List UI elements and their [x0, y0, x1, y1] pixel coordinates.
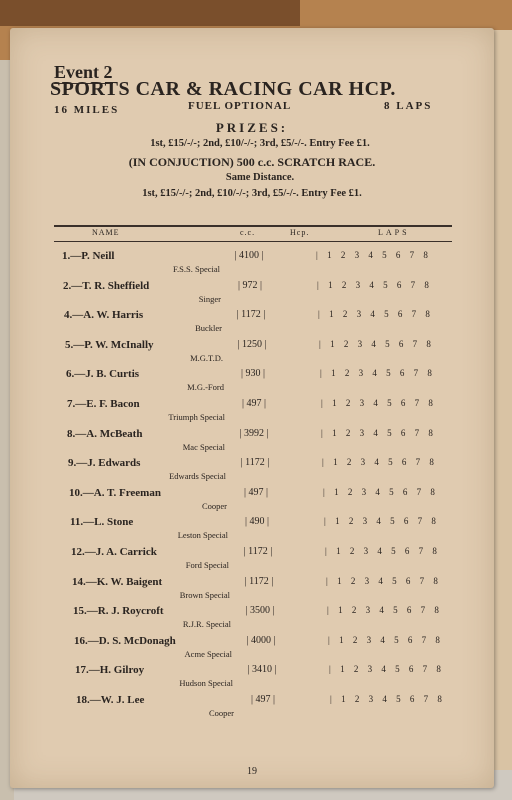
- lap-numbers: | 1 2 3 4 5 6 7 8: [329, 664, 441, 674]
- car-name: R.J.R. Special: [182, 619, 231, 630]
- car-name: Brown Special: [179, 589, 230, 600]
- lap-numbers: | 1 2 3 4 5 6 7 8: [325, 546, 437, 556]
- car-name: Leston Special: [177, 530, 228, 541]
- car-name: F.S.S. Special: [172, 264, 220, 274]
- driver-name: 9.—J. Edwards: [68, 457, 141, 470]
- driver-name: 2.—T. R. Sheffield: [63, 279, 150, 292]
- lap-numbers: | 1 2 3 4 5 6 7 8: [326, 576, 438, 586]
- prizes-line: 1st, £15/-/-; 2nd, £10/-/-; 3rd, £5/-/-. Entry Fee £1.: [150, 138, 370, 149]
- lap-numbers: | 1 2 3 4 5 6 7 8: [318, 309, 430, 319]
- lap-numbers: | 1 2 3 4 5 6 7 8: [320, 368, 432, 378]
- car-name: Buckler: [195, 323, 222, 334]
- engine-cc: | 3410 |: [237, 664, 287, 675]
- car-name: Triumph Special: [168, 412, 225, 422]
- programme-page: [10, 28, 494, 788]
- driver-name: 12.—J. A. Carrick: [71, 546, 157, 558]
- engine-cc: | 497 |: [231, 487, 281, 498]
- driver-name: 17.—H. Gilroy: [75, 664, 145, 677]
- lap-numbers: | 1 2 3 4 5 6 7 8: [324, 516, 436, 526]
- lap-numbers: | 1 2 3 4 5 6 7 8: [321, 428, 433, 438]
- event-title: Event 2: [54, 62, 113, 82]
- column-cc: c.c.: [240, 228, 256, 237]
- background-shadow: [0, 0, 300, 26]
- race-distance: 16 MILES: [54, 104, 120, 116]
- column-rule: [54, 241, 452, 242]
- prizes-heading: PRIZES:: [215, 120, 289, 135]
- laps-count: 8 LAPS: [384, 100, 433, 112]
- engine-cc: | 497 |: [229, 398, 279, 409]
- driver-name: 11.—L. Stone: [70, 516, 134, 529]
- engine-cc: | 1172 |: [230, 457, 280, 468]
- driver-name: 6.—J. B. Curtis: [66, 368, 140, 381]
- car-name: Cooper: [208, 708, 234, 718]
- engine-cc: | 1172 |: [233, 546, 283, 557]
- engine-cc: | 1172 |: [226, 309, 276, 320]
- lap-numbers: | 1 2 3 4 5 6 7 8: [316, 250, 428, 260]
- driver-name: 16.—D. S. McDonagh: [74, 634, 176, 647]
- lap-numbers: | 1 2 3 4 5 6 7 8: [323, 487, 435, 497]
- lap-numbers: | 1 2 3 4 5 6 7 8: [317, 280, 429, 290]
- header-rule: [54, 225, 452, 227]
- fuel-note: FUEL OPTIONAL: [188, 100, 292, 112]
- driver-name: 8.—A. McBeath: [67, 427, 143, 440]
- driver-name: 5.—P. W. McInally: [65, 338, 154, 351]
- engine-cc: | 4000 |: [236, 635, 286, 646]
- lap-numbers: | 1 2 3 4 5 6 7 8: [321, 398, 433, 408]
- car-name: Mac Special: [182, 441, 225, 452]
- lap-numbers: | 1 2 3 4 5 6 7 8: [322, 457, 434, 467]
- engine-cc: | 930 |: [228, 368, 278, 379]
- driver-name: 10.—A. T. Freeman: [69, 486, 161, 499]
- engine-cc: | 1172 |: [234, 576, 284, 587]
- car-name: Singer: [198, 293, 221, 304]
- lap-numbers: | 1 2 3 4 5 6 7 8: [327, 605, 439, 615]
- race-title: SPORTS CAR & RACING CAR HCP.: [50, 78, 396, 100]
- engine-cc: | 490 |: [232, 516, 282, 527]
- scratch-race-line: (IN CONJUCTION) 500 c.c. SCRATCH RACE.: [128, 155, 376, 169]
- car-name: M.G.T.D.: [190, 352, 223, 363]
- engine-cc: | 3500 |: [235, 605, 285, 616]
- car-name: Acme Special: [184, 648, 232, 659]
- entry-row: [10, 694, 494, 728]
- engine-cc: | 4100 |: [224, 250, 274, 261]
- engine-cc: | 972 |: [225, 280, 275, 291]
- driver-name: 14.—K. W. Baigent: [72, 575, 163, 588]
- lap-numbers: | 1 2 3 4 5 6 7 8: [319, 339, 431, 349]
- lap-numbers: | 1 2 3 4 5 6 7 8: [328, 635, 440, 645]
- lap-numbers: | 1 2 3 4 5 6 7 8: [330, 694, 442, 704]
- car-name: Hudson Special: [179, 678, 233, 689]
- driver-name: 18.—W. J. Lee: [76, 694, 145, 706]
- column-name: NAME: [92, 228, 120, 237]
- column-hcp: Hcp.: [290, 228, 310, 237]
- same-distance-line: Same Distance.: [225, 172, 295, 183]
- driver-name: 15.—R. J. Roycroft: [73, 605, 164, 618]
- engine-cc: | 3992 |: [229, 428, 279, 439]
- driver-name: 7.—E. F. Bacon: [67, 398, 140, 410]
- car-name: Ford Special: [185, 560, 229, 570]
- prizes-line-2: 1st, £15/-/-; 2nd, £10/-/-; 3rd, £5/-/-. Entry Fee £1.: [142, 188, 362, 199]
- driver-name: 1.—P. Neill: [62, 250, 115, 262]
- car-name: M.G.-Ford: [187, 382, 224, 393]
- driver-name: 4.—A. W. Harris: [64, 309, 144, 322]
- car-name: Edwards Special: [169, 471, 226, 482]
- page-number: 19: [247, 766, 257, 777]
- column-laps: LAPS: [378, 228, 410, 237]
- engine-cc: | 1250 |: [227, 339, 277, 350]
- car-name: Cooper: [201, 500, 227, 511]
- engine-cc: | 497 |: [238, 694, 288, 705]
